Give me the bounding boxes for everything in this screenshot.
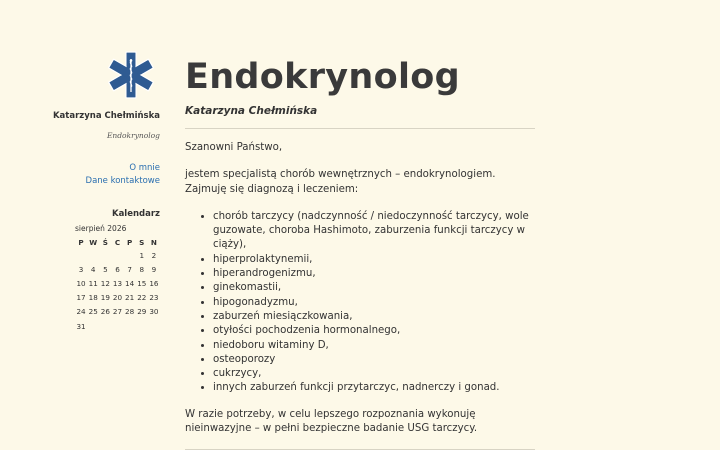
calendar-day <box>99 319 111 333</box>
site-description: Endokrynolog <box>106 131 160 140</box>
sidebar-nav <box>50 162 160 188</box>
calendar-day: 6 <box>115 264 120 274</box>
calendar-day: 30 <box>149 307 159 317</box>
calendar-day: 31 <box>76 321 86 331</box>
calendar-day: 1 <box>139 250 145 260</box>
calendar-day: 18 <box>88 293 98 303</box>
calendar-day: 13 <box>112 278 123 288</box>
list-item: • hiperprolaktynemii, <box>213 253 535 267</box>
calendar-widget <box>75 224 160 333</box>
calendar-title: Kalendarz <box>111 209 160 219</box>
calendar-day <box>124 319 136 333</box>
calendar-day: 8 <box>139 264 145 274</box>
weekday-header: N <box>150 237 157 247</box>
calendar-day <box>111 319 123 333</box>
calendar-day <box>124 248 136 262</box>
calendar-day: 15 <box>137 278 147 288</box>
star-of-life-icon[interactable] <box>106 50 156 100</box>
calendar-day: 28 <box>125 307 135 317</box>
calendar-day <box>99 248 111 262</box>
weekday-header: W <box>89 237 98 247</box>
site-name: Katarzyna Chełmińska <box>52 111 160 121</box>
calendar-day: 24 <box>76 307 86 317</box>
calendar-day <box>87 248 99 262</box>
calendar-day: 7 <box>127 264 132 274</box>
calendar-day <box>111 248 123 262</box>
calendar-day: 27 <box>112 307 123 317</box>
calendar-table <box>75 236 160 333</box>
calendar-day: 22 <box>137 293 147 303</box>
calendar-day: 25 <box>88 307 98 317</box>
outro-paragraph: W razie potrzeby, w celu lepszego rozpoznania wykonuję nieinwazyjne – w pełni bezpieczne badanie USG tarczycy. <box>185 408 478 435</box>
calendar-day: 26 <box>100 307 110 317</box>
calendar-day: 12 <box>100 278 110 288</box>
calendar-caption: sierpień 2026 <box>75 224 127 233</box>
calendar-day: 5 <box>103 264 108 274</box>
list-item: • hiperandrogenizmu, <box>213 267 535 281</box>
weekday-header: Ś <box>102 237 108 247</box>
weekday-header: P <box>126 237 133 247</box>
calendar-day: 20 <box>112 293 123 303</box>
weekday-header: P <box>78 237 84 247</box>
divider <box>185 128 535 129</box>
list-item: • cukrzycy, <box>213 367 535 381</box>
greeting: Szanowni Państwo, <box>185 142 283 153</box>
calendar-day <box>87 319 99 333</box>
article-body <box>185 141 535 436</box>
author-name: Katarzyna Chełmińska <box>185 105 318 117</box>
conditions-list <box>185 210 535 396</box>
main-content <box>185 56 535 450</box>
calendar-day: 4 <box>90 264 96 274</box>
list-item: • hipogonadyzmu, <box>213 296 535 310</box>
calendar-day <box>75 248 87 262</box>
calendar-day: 29 <box>137 307 147 317</box>
calendar-day: 21 <box>125 293 135 303</box>
nav-link-about[interactable]: O mnie <box>129 163 160 173</box>
page-title: Endokrynolog <box>185 57 460 97</box>
calendar-day <box>148 319 160 333</box>
calendar-day: 16 <box>149 278 159 288</box>
list-item: • otyłości pochodzenia hormonalnego, <box>213 324 535 338</box>
list-item: • osteoporozy <box>213 353 535 367</box>
calendar-day: 10 <box>76 278 86 288</box>
calendar-day: 3 <box>78 264 84 274</box>
calendar-day: 9 <box>151 264 157 274</box>
calendar-day: 2 <box>151 250 157 260</box>
weekday-header: S <box>139 237 145 247</box>
calendar-day: 11 <box>88 278 98 288</box>
calendar-day: 17 <box>76 293 86 303</box>
calendar-day <box>136 319 148 333</box>
list-item: • niedoboru witaminy D, <box>213 339 535 353</box>
nav-link-contact[interactable]: Dane kontaktowe <box>85 176 160 186</box>
list-item: • ginekomastii, <box>213 281 535 295</box>
list-item: • chorób tarczycy (nadczynność / niedoczynność tarczycy, wole guzowate, choroba Hashimoto, zaburzenia funkcji tarczycy w ciąży), <box>213 210 535 253</box>
calendar-day: 23 <box>149 293 159 303</box>
list-item: • zaburzeń miesiączkowania, <box>213 310 535 324</box>
intro-paragraph: jestem specjalistą chorób wewnętrznych – endokrynologiem. Zajmuję się diagnozą i leczeniem: <box>185 169 496 195</box>
weekday-header: C <box>114 237 121 247</box>
list-item: • innych zaburzeń funkcji przytarczyc, nadnerczy i gonad. <box>213 381 535 395</box>
calendar-day: 14 <box>125 278 135 288</box>
calendar-day: 19 <box>100 293 110 303</box>
